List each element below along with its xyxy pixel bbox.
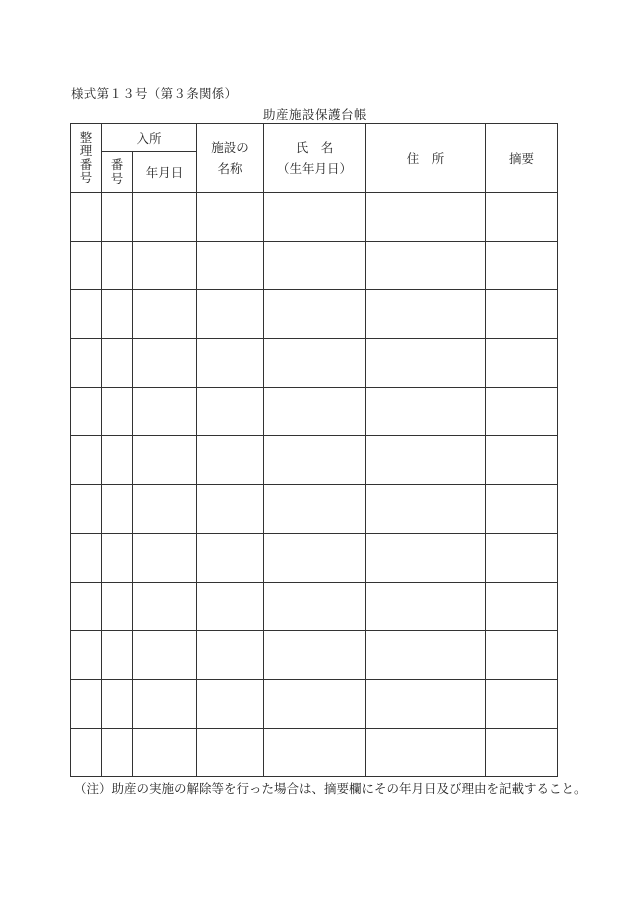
nengappi-cell[interactable] bbox=[133, 533, 197, 582]
bango-cell[interactable] bbox=[102, 387, 133, 436]
header-bango-label: 番号 bbox=[110, 157, 124, 186]
ledger-body bbox=[71, 193, 558, 777]
nengappi-cell[interactable] bbox=[133, 485, 197, 534]
jusho-cell[interactable] bbox=[366, 728, 486, 777]
table-row bbox=[71, 631, 558, 680]
nengappi-cell[interactable] bbox=[133, 728, 197, 777]
nengappi-cell[interactable] bbox=[133, 193, 197, 242]
seiri-bango-cell[interactable] bbox=[71, 290, 102, 339]
tekiyo-cell[interactable] bbox=[486, 387, 558, 436]
tekiyo-cell[interactable] bbox=[486, 679, 558, 728]
table-row bbox=[71, 533, 558, 582]
header-seiri-bango-label: 整理番号 bbox=[79, 130, 93, 185]
seiri-bango-cell[interactable] bbox=[71, 387, 102, 436]
bango-cell[interactable] bbox=[102, 241, 133, 290]
shisetsu-cell[interactable] bbox=[197, 290, 264, 339]
seiri-bango-cell[interactable] bbox=[71, 485, 102, 534]
bango-cell[interactable] bbox=[102, 582, 133, 631]
header-shimei-line1: 氏 名 bbox=[295, 139, 334, 155]
shisetsu-cell[interactable] bbox=[197, 631, 264, 680]
form-title: 助産施設保護台帳 bbox=[262, 107, 367, 122]
shimei-cell[interactable] bbox=[264, 485, 366, 534]
table-row bbox=[71, 436, 558, 485]
shimei-cell[interactable] bbox=[264, 679, 366, 728]
nengappi-cell[interactable] bbox=[133, 290, 197, 339]
header-bango bbox=[102, 152, 133, 193]
nengappi-cell[interactable] bbox=[133, 387, 197, 436]
shimei-cell[interactable] bbox=[264, 339, 366, 388]
shisetsu-cell[interactable] bbox=[197, 241, 264, 290]
table-row bbox=[71, 728, 558, 777]
jusho-cell[interactable] bbox=[366, 436, 486, 485]
tekiyo-cell[interactable] bbox=[486, 436, 558, 485]
header-seiri-bango bbox=[71, 124, 102, 193]
table-row bbox=[71, 193, 558, 242]
seiri-bango-cell[interactable] bbox=[71, 241, 102, 290]
shisetsu-cell[interactable] bbox=[197, 533, 264, 582]
nengappi-cell[interactable] bbox=[133, 679, 197, 728]
shimei-cell[interactable] bbox=[264, 241, 366, 290]
shimei-cell[interactable] bbox=[264, 193, 366, 242]
bango-cell[interactable] bbox=[102, 339, 133, 388]
table-row bbox=[71, 485, 558, 534]
shimei-cell[interactable] bbox=[264, 436, 366, 485]
bango-cell[interactable] bbox=[102, 290, 133, 339]
shimei-cell[interactable] bbox=[264, 631, 366, 680]
bango-cell[interactable] bbox=[102, 485, 133, 534]
seiri-bango-cell[interactable] bbox=[71, 728, 102, 777]
shisetsu-cell[interactable] bbox=[197, 387, 264, 436]
seiri-bango-cell[interactable] bbox=[71, 436, 102, 485]
header-tekiyo: 摘要 bbox=[486, 124, 558, 193]
tekiyo-cell[interactable] bbox=[486, 193, 558, 242]
table-row bbox=[71, 241, 558, 290]
shisetsu-cell[interactable] bbox=[197, 436, 264, 485]
shisetsu-cell[interactable] bbox=[197, 485, 264, 534]
seiri-bango-cell[interactable] bbox=[71, 679, 102, 728]
header-jusho: 住 所 bbox=[366, 124, 486, 193]
header-nengappi: 年月日 bbox=[133, 152, 197, 193]
table-row bbox=[71, 339, 558, 388]
ledger-table bbox=[70, 123, 558, 777]
shisetsu-cell[interactable] bbox=[197, 339, 264, 388]
jusho-cell[interactable] bbox=[366, 631, 486, 680]
header-shimei bbox=[264, 124, 366, 193]
header-row-1 bbox=[71, 124, 558, 152]
bango-cell[interactable] bbox=[102, 728, 133, 777]
shisetsu-cell[interactable] bbox=[197, 582, 264, 631]
tekiyo-cell[interactable] bbox=[486, 631, 558, 680]
bango-cell[interactable] bbox=[102, 193, 133, 242]
header-shimei-line2: （生年月日） bbox=[276, 161, 352, 176]
header-shisetsu-line1: 施設の bbox=[211, 139, 249, 155]
seiri-bango-cell[interactable] bbox=[71, 631, 102, 680]
shimei-cell[interactable] bbox=[264, 582, 366, 631]
jusho-cell[interactable] bbox=[366, 193, 486, 242]
shimei-cell[interactable] bbox=[264, 290, 366, 339]
bango-cell[interactable] bbox=[102, 631, 133, 680]
jusho-cell[interactable] bbox=[366, 290, 486, 339]
tekiyo-cell[interactable] bbox=[486, 533, 558, 582]
bango-cell[interactable] bbox=[102, 533, 133, 582]
jusho-cell[interactable] bbox=[366, 339, 486, 388]
shisetsu-cell[interactable] bbox=[197, 728, 264, 777]
nengappi-cell[interactable] bbox=[133, 582, 197, 631]
bango-cell[interactable] bbox=[102, 436, 133, 485]
table-row bbox=[71, 679, 558, 728]
header-shisetsu-line2: 名称 bbox=[217, 161, 243, 176]
shisetsu-cell[interactable] bbox=[197, 193, 264, 242]
header-nyusho: 入所 bbox=[102, 124, 197, 152]
tekiyo-cell[interactable] bbox=[486, 485, 558, 534]
tekiyo-cell[interactable] bbox=[486, 290, 558, 339]
table-row bbox=[71, 290, 558, 339]
header-shisetsu bbox=[197, 124, 264, 193]
nengappi-cell[interactable] bbox=[133, 631, 197, 680]
seiri-bango-cell[interactable] bbox=[71, 339, 102, 388]
shimei-cell[interactable] bbox=[264, 533, 366, 582]
form-number: 様式第１３号（第３条関係） bbox=[71, 86, 238, 101]
footnote: （注）助産の実施の解除等を行った場合は、摘要欄にその年月日及び理由を記載すること。 bbox=[74, 781, 587, 796]
shimei-cell[interactable] bbox=[264, 387, 366, 436]
seiri-bango-cell[interactable] bbox=[71, 533, 102, 582]
jusho-cell[interactable] bbox=[366, 387, 486, 436]
shimei-cell[interactable] bbox=[264, 728, 366, 777]
nengappi-cell[interactable] bbox=[133, 339, 197, 388]
tekiyo-cell[interactable] bbox=[486, 582, 558, 631]
seiri-bango-cell[interactable] bbox=[71, 193, 102, 242]
jusho-cell[interactable] bbox=[366, 533, 486, 582]
table-row bbox=[71, 582, 558, 631]
table-row bbox=[71, 387, 558, 436]
nengappi-cell[interactable] bbox=[133, 436, 197, 485]
jusho-cell[interactable] bbox=[366, 582, 486, 631]
tekiyo-cell[interactable] bbox=[486, 728, 558, 777]
shisetsu-cell[interactable] bbox=[197, 679, 264, 728]
tekiyo-cell[interactable] bbox=[486, 241, 558, 290]
jusho-cell[interactable] bbox=[366, 241, 486, 290]
jusho-cell[interactable] bbox=[366, 679, 486, 728]
jusho-cell[interactable] bbox=[366, 485, 486, 534]
seiri-bango-cell[interactable] bbox=[71, 582, 102, 631]
tekiyo-cell[interactable] bbox=[486, 339, 558, 388]
nengappi-cell[interactable] bbox=[133, 241, 197, 290]
bango-cell[interactable] bbox=[102, 679, 133, 728]
